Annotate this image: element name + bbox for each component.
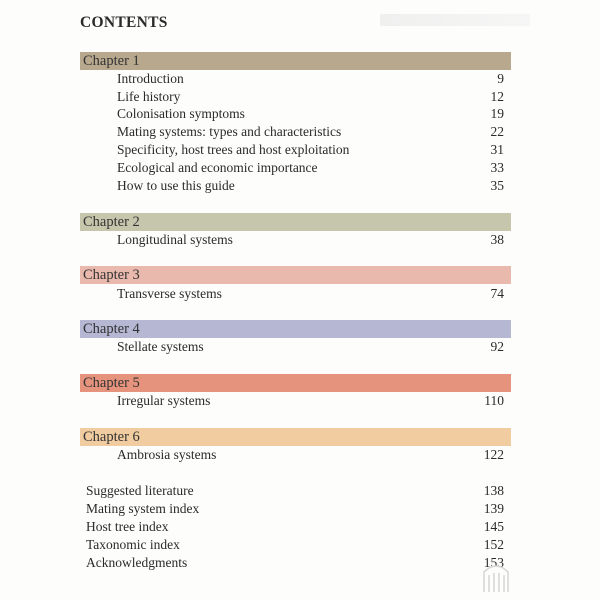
entry-page: 38 [490,232,504,247]
entry-page: 138 [483,483,504,498]
chapter-2-bar: Chapter 2 [80,213,511,231]
toc-entry-taxonomic-index [86,536,504,553]
toc-entry-suggested-literature [86,482,504,499]
toc-entry-life-history [117,88,504,105]
entry-page: 9 [497,71,504,86]
entry-title: Suggested literature [86,483,194,498]
toc-entry-specificity [117,141,504,158]
entry-title: Specificity, host trees and host exploitation [117,142,350,157]
bleed-through-mark [380,14,530,26]
entry-page: 152 [483,537,504,552]
chapter-4-bar: Chapter 4 [80,320,511,338]
toc-entry-irregular-systems [117,392,504,409]
entry-page: 33 [490,160,504,175]
toc-entry-ecological-importance [117,159,504,176]
entry-page: 19 [490,106,504,121]
entry-page: 74 [490,286,504,301]
entry-page: 31 [490,142,504,157]
toc-entry-mating-system-index [86,500,504,517]
entry-title: Mating system index [86,501,200,516]
entry-page: 139 [483,501,504,516]
entry-page: 110 [484,393,504,408]
entry-title: Host tree index [86,519,169,534]
chapter-3-bar: Chapter 3 [80,266,511,284]
toc-entry-transverse-systems [117,285,504,302]
entry-page: 22 [490,124,504,139]
chapter-6-bar: Chapter 6 [80,428,511,446]
entry-page: 35 [490,178,504,193]
toc-entry-longitudinal-systems [117,231,504,248]
toc-entry-acknowledgments [86,554,504,571]
entry-title: Acknowledgments [86,555,188,570]
entry-title: Mating systems: types and characteristics [117,124,342,139]
entry-title: Colonisation symptoms [117,106,245,121]
toc-entry-introduction [117,70,504,87]
contents-heading: CONTENTS [80,14,168,31]
toc-entry-ambrosia-systems [117,446,504,463]
entry-title: Transverse systems [117,286,222,301]
entry-title: Irregular systems [117,393,211,408]
entry-title: Taxonomic index [86,537,180,552]
entry-title: Introduction [117,71,184,86]
entry-title: Longitudinal systems [117,232,233,247]
entry-title: How to use this guide [117,178,235,193]
entry-page: 12 [490,89,504,104]
entry-page: 145 [483,519,504,534]
entry-title: Stellate systems [117,339,204,354]
entry-page: 153 [483,555,504,570]
toc-entry-colonisation-symptoms [117,105,504,122]
entry-title: Life history [117,89,181,104]
entry-page: 122 [483,447,504,462]
toc-entry-stellate-systems [117,338,504,355]
entry-page: 92 [490,339,504,354]
toc-entry-how-to-use [117,177,504,194]
chapter-5-bar: Chapter 5 [80,374,511,392]
stamp-mark-icon [478,560,514,594]
toc-entry-mating-systems [117,123,504,140]
entry-title: Ecological and economic importance [117,160,318,175]
toc-entry-host-tree-index [86,518,504,535]
chapter-1-bar: Chapter 1 [80,52,511,70]
entry-title: Ambrosia systems [117,447,217,462]
